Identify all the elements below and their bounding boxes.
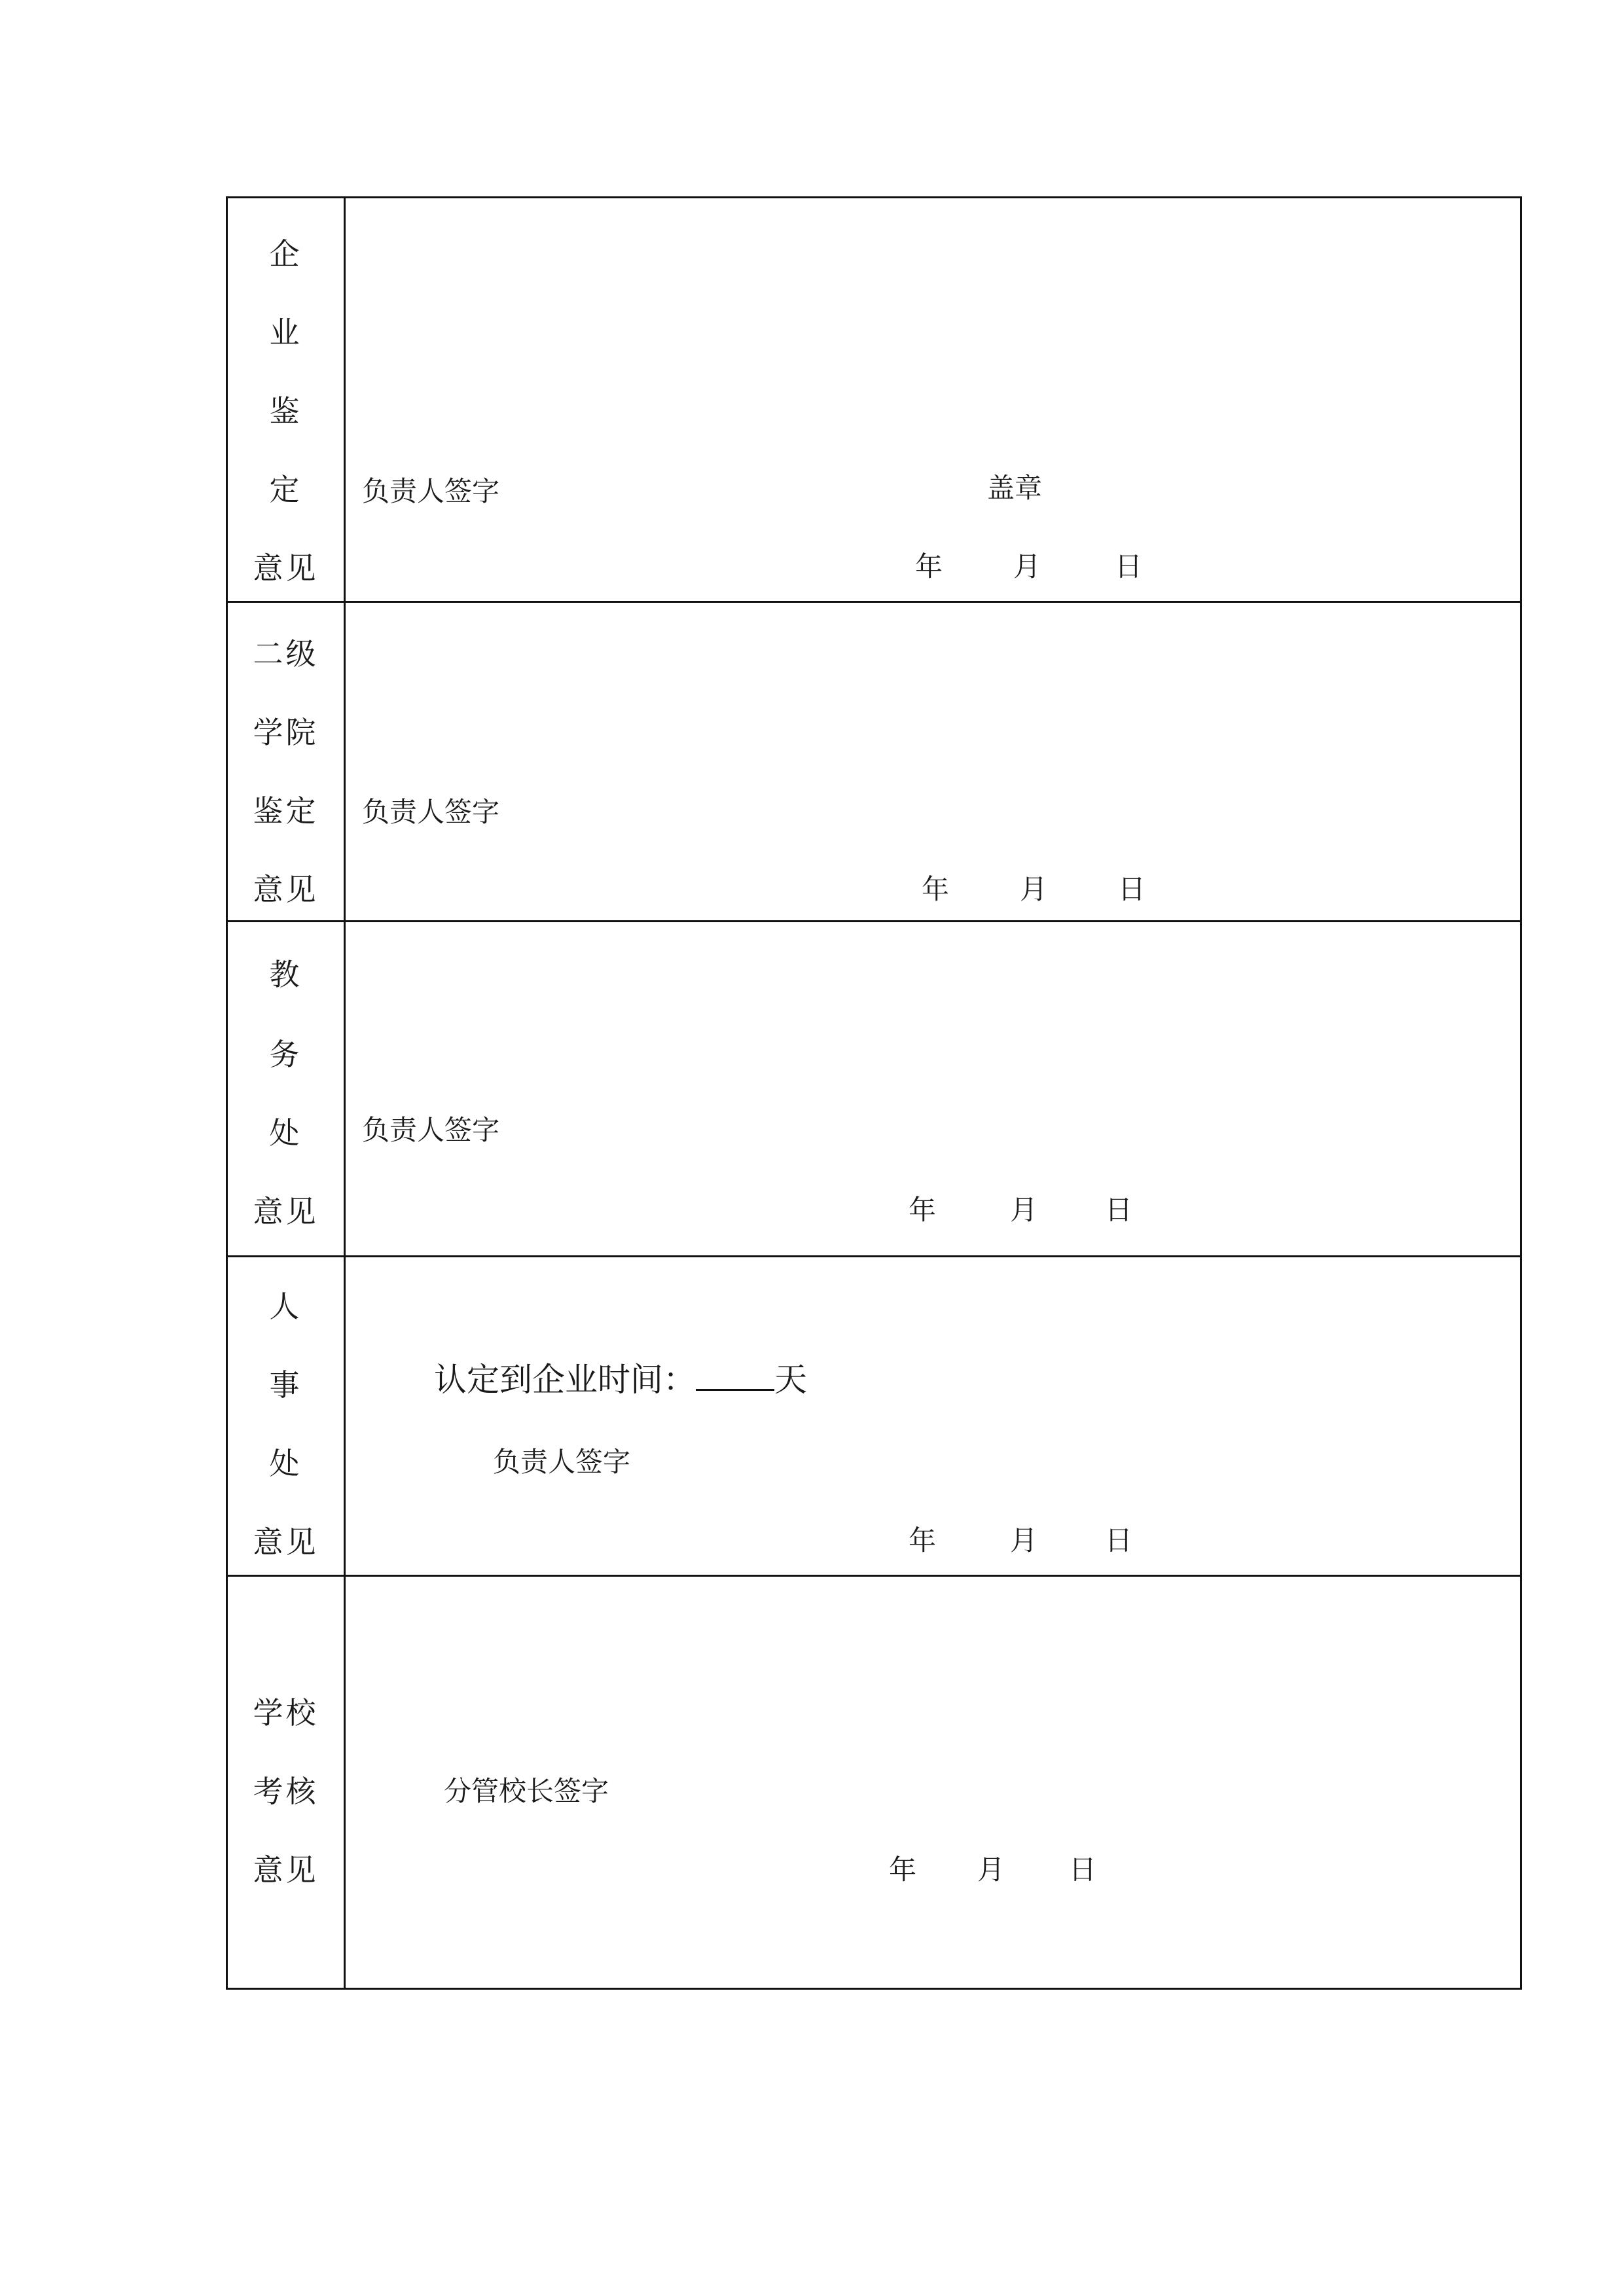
label-line: 处 <box>269 1115 302 1151</box>
label-line: 定 <box>269 472 302 507</box>
section-label <box>228 1577 346 1988</box>
section-enterprise-opinion <box>228 198 1520 603</box>
label-line: 教 <box>269 957 302 992</box>
opinion-area[interactable] <box>346 603 1520 920</box>
label-line: 人 <box>269 1289 302 1324</box>
opinion-area[interactable] <box>346 1577 1520 1988</box>
label-line: 意见 <box>253 872 319 907</box>
section-label <box>228 603 346 920</box>
label-line: 鉴 <box>269 393 302 429</box>
label-line: 事 <box>269 1367 302 1403</box>
appraisal-form-table <box>226 196 1522 1990</box>
date-year-label: 年 <box>922 873 950 905</box>
label-line: 意见 <box>253 1524 319 1560</box>
label-line: 意见 <box>253 550 319 586</box>
opinion-area[interactable] <box>346 1257 1520 1575</box>
date-month-label: 月 <box>1010 1524 1038 1556</box>
date-year-label: 年 <box>909 1194 937 1226</box>
date-day-label: 日 <box>1069 1854 1097 1886</box>
signature-label: 负责人签字 <box>362 796 500 828</box>
opinion-area[interactable] <box>346 198 1520 601</box>
date-month-label: 月 <box>1010 1194 1038 1226</box>
recognized-time-unit: 天 <box>774 1361 807 1399</box>
label-line: 处 <box>269 1446 302 1481</box>
label-line: 二级 <box>253 636 319 672</box>
section-academic-affairs-opinion <box>228 922 1520 1257</box>
recognized-time-line <box>434 1359 807 1401</box>
section-label <box>228 1257 346 1575</box>
label-line: 学院 <box>253 715 319 750</box>
opinion-area[interactable] <box>346 922 1520 1255</box>
label-line: 意见 <box>253 1852 319 1888</box>
signature-label: 分管校长签字 <box>444 1775 609 1807</box>
label-line: 鉴定 <box>253 793 319 829</box>
section-school-opinion <box>228 1577 1520 1988</box>
date-month-label: 月 <box>1013 550 1041 583</box>
label-line: 企 <box>269 236 302 272</box>
date-year-label: 年 <box>889 1854 917 1886</box>
signature-label: 负责人签字 <box>362 475 500 507</box>
date-month-label: 月 <box>1020 873 1048 905</box>
section-label <box>228 198 346 601</box>
section-label <box>228 922 346 1255</box>
date-year-label: 年 <box>915 550 943 583</box>
seal-label: 盖章 <box>987 472 1043 504</box>
date-day-label: 日 <box>1105 1194 1133 1226</box>
date-year-label: 年 <box>909 1524 937 1556</box>
date-day-label: 日 <box>1105 1524 1133 1556</box>
label-line: 考核 <box>253 1774 319 1809</box>
signature-label: 负责人签字 <box>362 1114 500 1146</box>
signature-label: 负责人签字 <box>493 1446 631 1478</box>
label-line: 学校 <box>253 1695 319 1731</box>
label-line: 意见 <box>253 1194 319 1229</box>
label-line: 业 <box>269 315 302 350</box>
date-day-label: 日 <box>1115 550 1143 583</box>
recognized-time-label: 认定到企业时间： <box>434 1361 696 1399</box>
section-college-opinion <box>228 603 1520 922</box>
label-line: 务 <box>269 1037 302 1072</box>
date-day-label: 日 <box>1118 873 1146 905</box>
date-month-label: 月 <box>977 1854 1005 1886</box>
recognized-days-field[interactable] <box>696 1360 774 1391</box>
section-personnel-opinion <box>228 1257 1520 1577</box>
